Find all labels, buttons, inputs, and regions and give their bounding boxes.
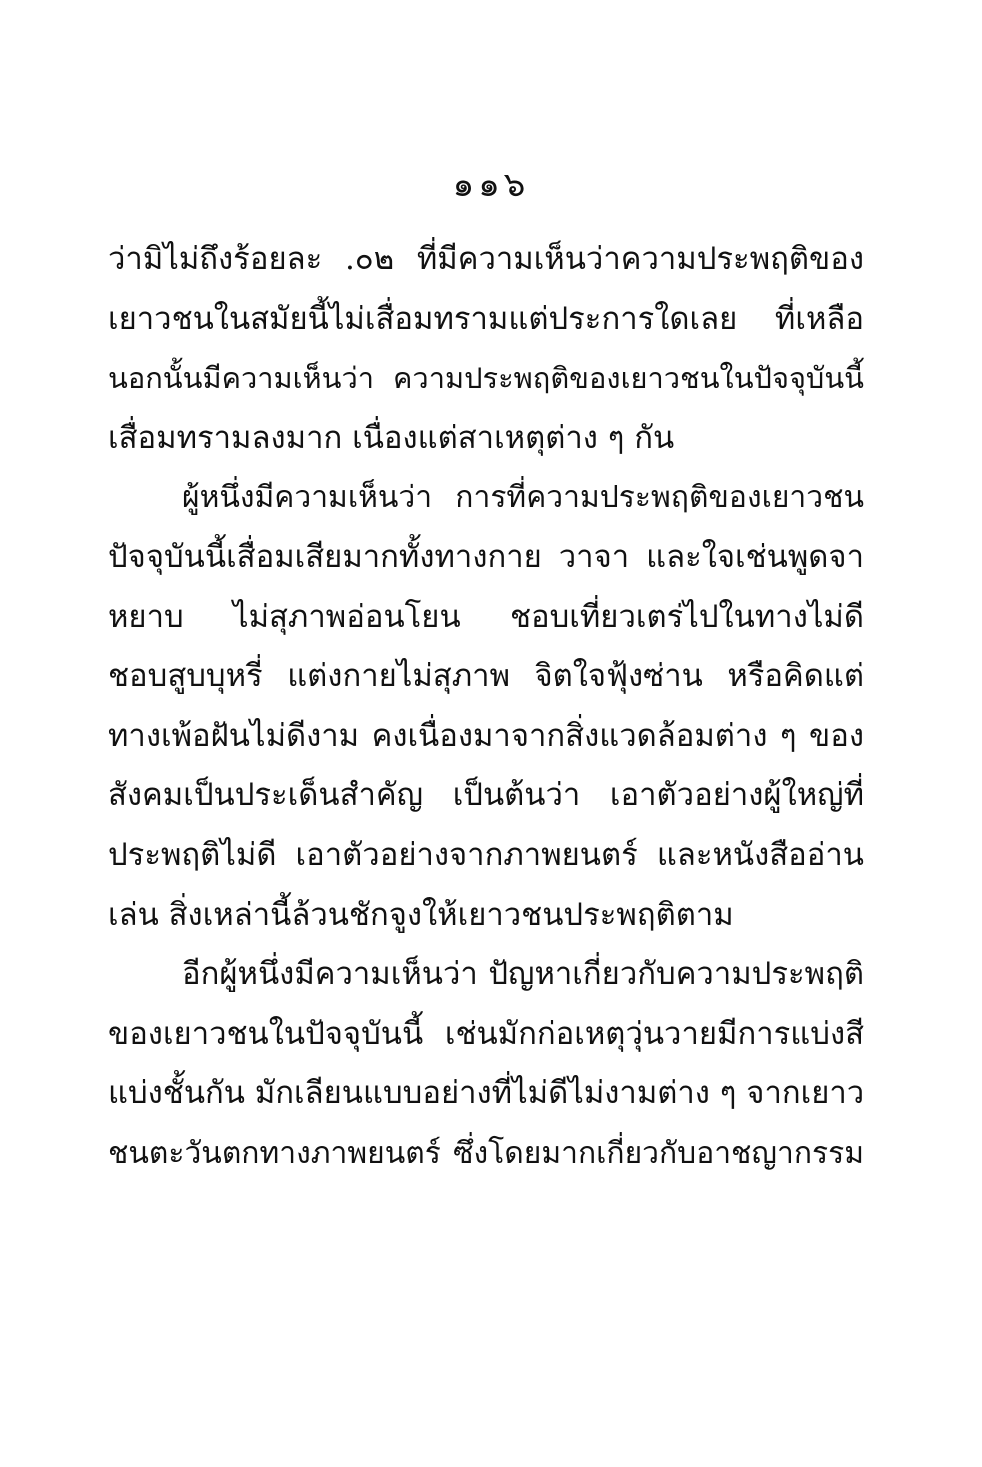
text-line: เยาวชนในสมัยนี้ไม่เสื่อมทรามแต่ประการใดเลย ที่เหลือ <box>108 300 864 337</box>
paragraph-first-line: ผู้หนึ่งมีความเห็นว่า การที่ความประพฤติของเยาวชน <box>182 480 864 516</box>
text-line: ชนตะวันตกทางภาพยนตร์ ซึ่งโดยมากเกี่ยวกับอาชญากรรม <box>108 1135 864 1171</box>
text-line: หยาบ ไม่สุภาพอ่อนโยน ชอบเที่ยวเตร่ไปในทางไม่ดี <box>108 598 864 635</box>
text-line: ชอบสูบบุหรี่ แต่งกายไม่สุภาพ จิตใจฟุ้งซ่าน หรือคิดแต่ <box>108 658 864 695</box>
text-line: สังคมเป็นประเด็นสำคัญ เป็นต้นว่า เอาตัวอย่างผู้ใหญ่ที่ <box>108 777 864 814</box>
text-line: แบ่งชั้นกัน มักเลียนแบบอย่างที่ไม่ดีไม่งามต่าง ๆ จากเยาว <box>108 1075 865 1112</box>
text-line: ว่ามิไม่ถึงร้อยละ .๐๒ ที่มีความเห็นว่าความประพฤติของ <box>108 241 864 277</box>
text-line: ของเยาวชนในปัจจุบันนี้ เช่นมักก่อเหตุวุ่นวายมีการแบ่งสี <box>108 1015 864 1052</box>
text-line: เสื่อมทรามลงมาก เนื่องแต่สาเหตุต่าง ๆ กัน <box>108 419 675 456</box>
text-line: ปัจจุบันนี้เสื่อมเสียมากทั้งทางกาย วาจา และใจเช่นพูดจา <box>108 538 864 575</box>
text-line: ประพฤติไม่ดี เอาตัวอย่างจากภาพยนตร์ และหนังสืออ่าน <box>108 836 864 873</box>
text-line: ทางเพ้อฝันไม่ดีงาม คงเนื่องมาจากสิ่งแวดล้อมต่าง ๆ ของ <box>108 717 864 754</box>
page-number: ๑๑๖ <box>452 165 530 205</box>
text-line: นอกนั้นมีความเห็นว่า ความประพฤติของเยาวชนในปัจจุบันนี้ <box>108 361 864 396</box>
text-line: เล่น สิ่งเหล่านี้ล้วนชักจูงให้เยาวชนประพฤติตาม <box>108 896 734 933</box>
paragraph-first-line: อีกผู้หนึ่งมีความเห็นว่า ปัญหาเกี่ยวกับความประพฤติ <box>182 956 864 993</box>
body-text <box>108 230 864 1184</box>
